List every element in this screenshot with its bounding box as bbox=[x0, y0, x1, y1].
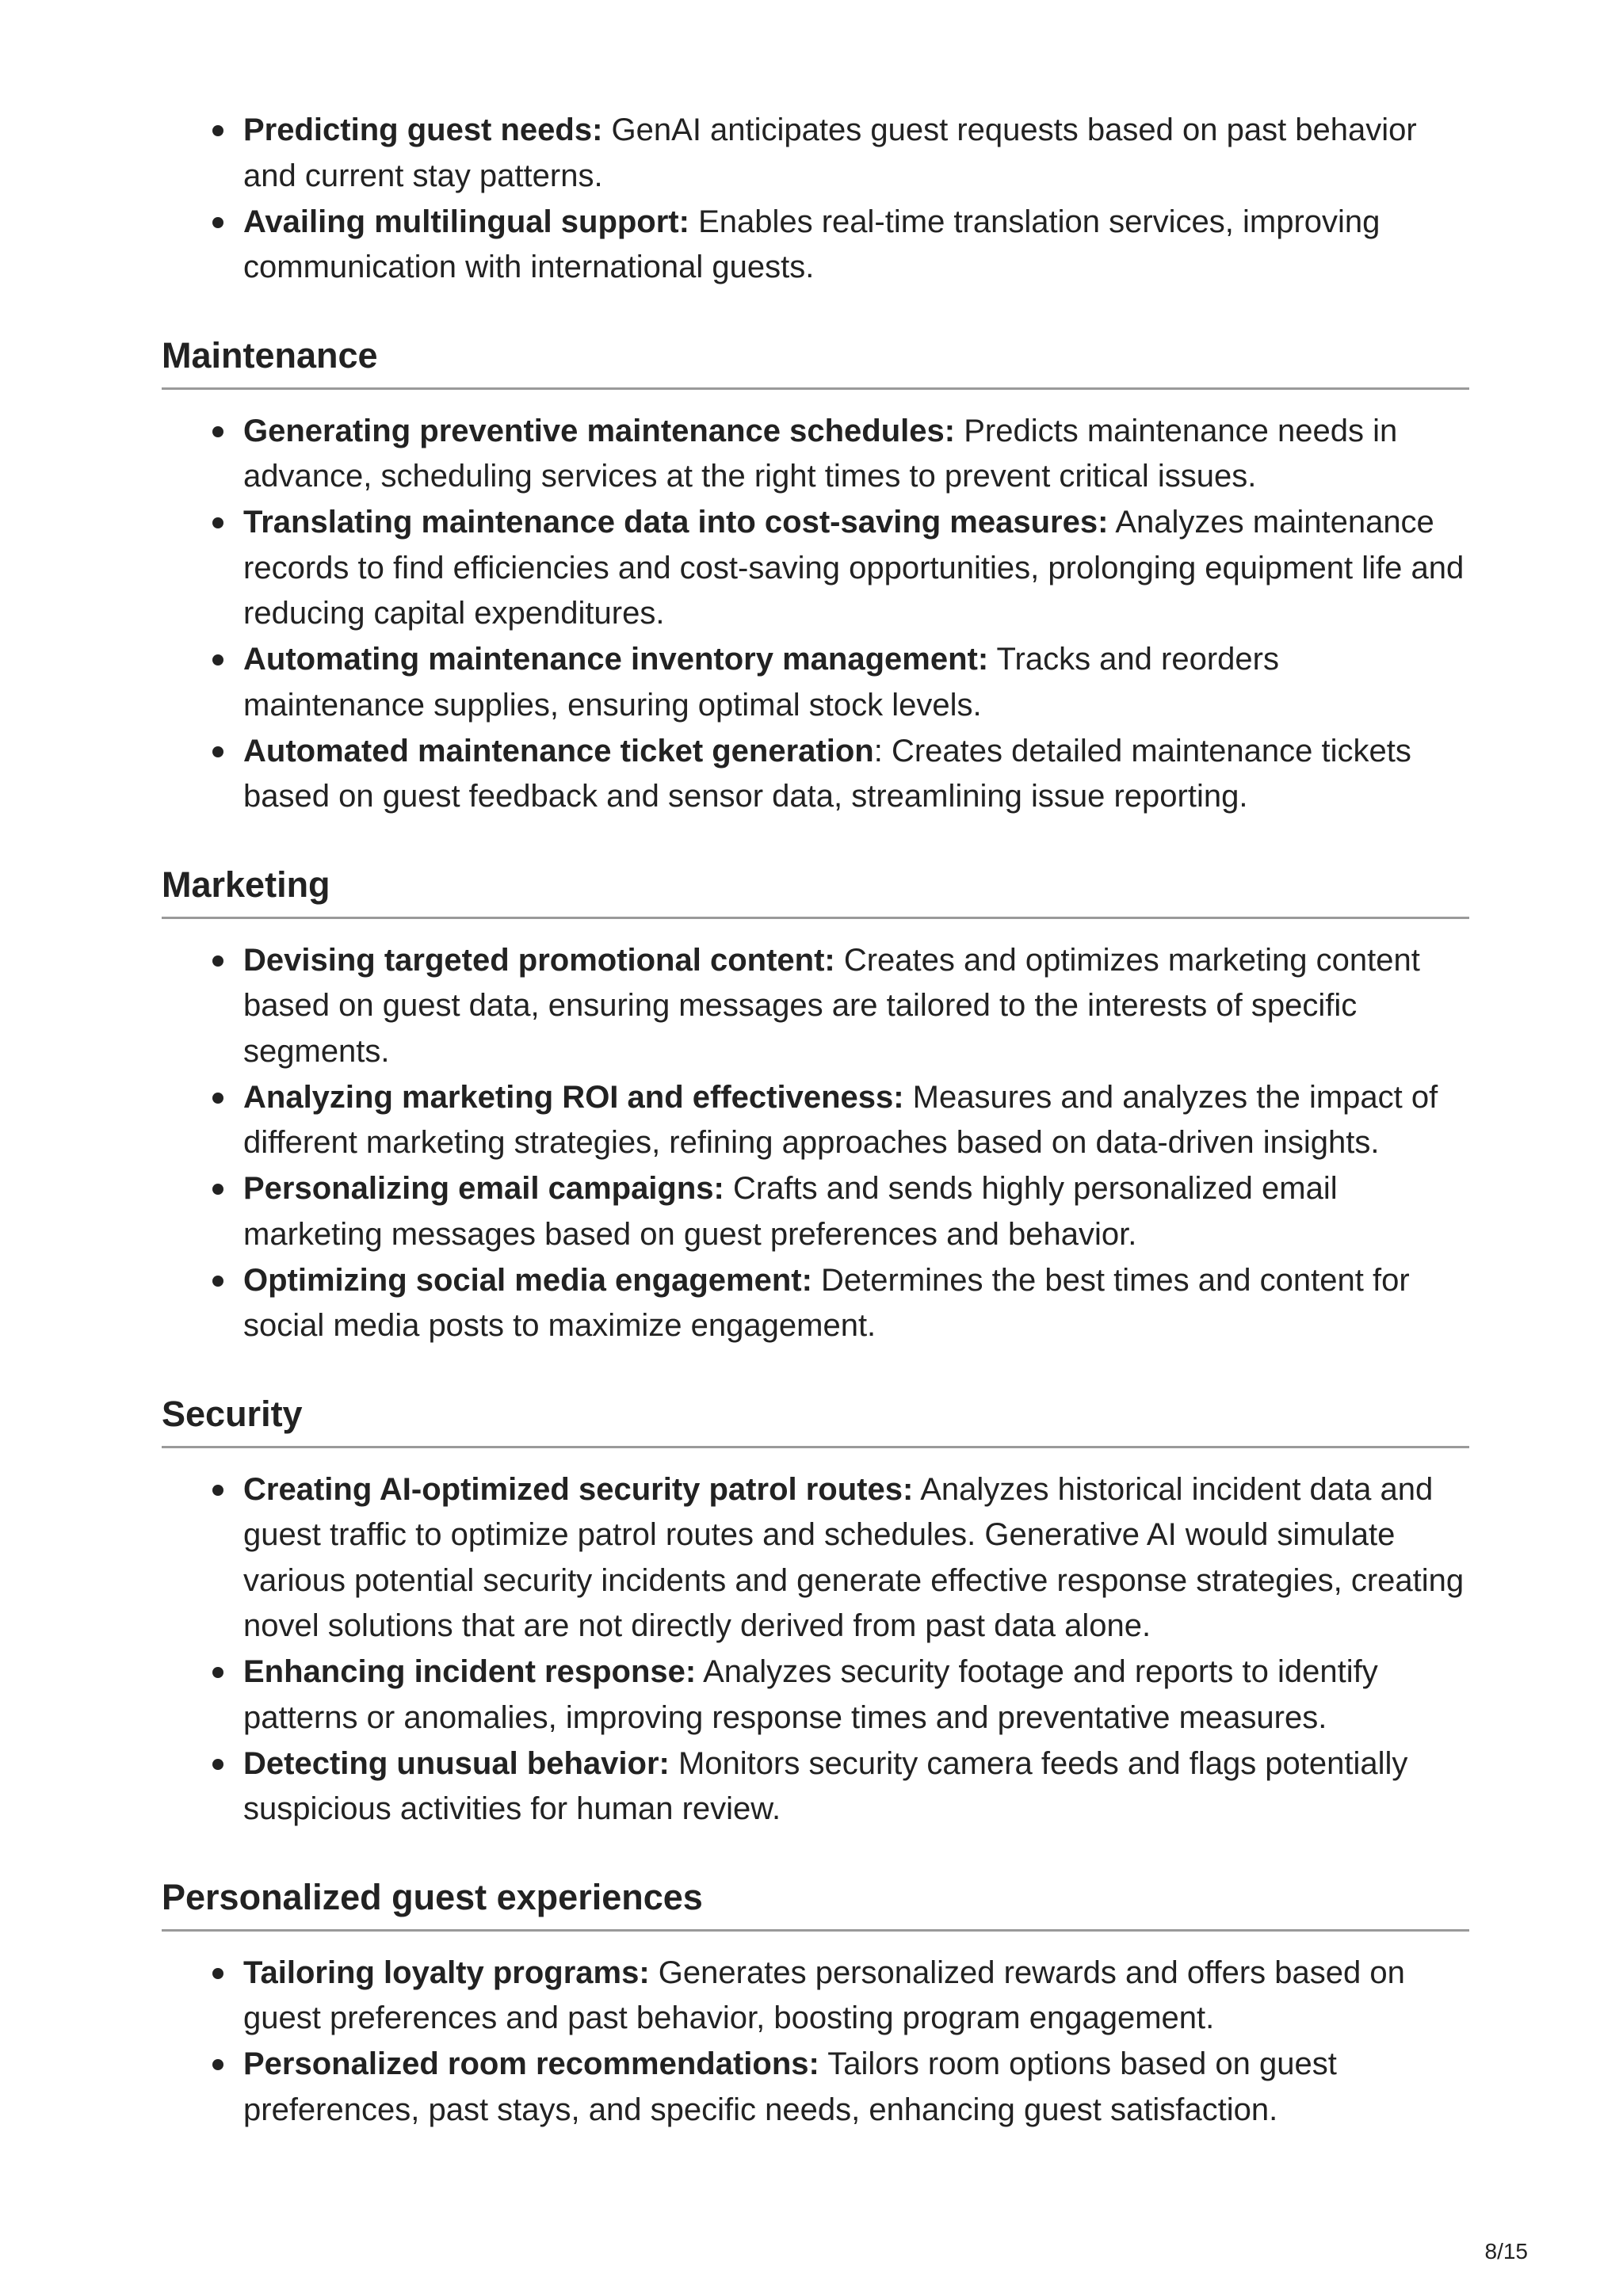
list-item bbox=[243, 500, 1469, 637]
list-item bbox=[243, 1951, 1469, 2042]
item-description: : Creates detailed maintenance tickets based on guest feedback and sensor data, streamlining issue reporting. bbox=[243, 733, 1411, 814]
intro-list bbox=[162, 108, 1469, 291]
item-description: Generates personalized rewards and offers based on guest preferences and past behavior, boosting program engagement. bbox=[243, 1955, 1405, 2035]
item-term: Automated maintenance ticket generation bbox=[243, 733, 874, 769]
item-description: Analyzes maintenance records to find efficiencies and cost-saving opportunities, prolonging equipment life and reducing capital expenditures. bbox=[243, 505, 1465, 631]
item-term: Personalized room recommendations: bbox=[243, 2046, 819, 2081]
document-page bbox=[162, 108, 1469, 2134]
section-list bbox=[162, 938, 1469, 1349]
item-description: Analyzes historical incident data and guest traffic to optimize patrol routes and schedules. Generative AI would simulate various potential security incidents and generate effective response strategies, creating novel solutions that are not directly derived from past data alone. bbox=[243, 1471, 1465, 1643]
item-description: Tailors room options based on guest preferences, past stays, and specific needs, enhancing guest satisfaction. bbox=[243, 2046, 1337, 2127]
item-term: Translating maintenance data into cost-saving measures: bbox=[243, 505, 1109, 540]
list-item bbox=[243, 2042, 1469, 2133]
list-item bbox=[243, 1258, 1469, 1349]
item-term: Enhancing incident response: bbox=[243, 1654, 697, 1689]
item-term: Analyzing marketing ROI and effectiveness: bbox=[243, 1079, 904, 1115]
item-term: Automating maintenance inventory management: bbox=[243, 642, 989, 677]
item-description: Determines the best times and content for social media posts to maximize engagement. bbox=[243, 1262, 1410, 1343]
section-list bbox=[162, 1951, 1469, 2134]
item-description: Crafts and sends highly personalized email marketing messages based on guest preferences and behavior. bbox=[243, 1171, 1338, 1252]
section-list bbox=[162, 1467, 1469, 1833]
item-term: Creating AI-optimized security patrol routes: bbox=[243, 1471, 914, 1507]
section-heading: Personalized guest experiences bbox=[162, 1874, 1469, 1932]
section-list bbox=[162, 409, 1469, 820]
item-description: Creates and optimizes marketing content based on guest data, ensuring messages are tailored to the interests of specific segments. bbox=[243, 942, 1420, 1069]
section-heading: Marketing bbox=[162, 861, 1469, 919]
item-description: Predicts maintenance needs in advance, scheduling services at the right times to prevent critical issues. bbox=[243, 413, 1398, 494]
list-item bbox=[243, 938, 1469, 1075]
item-description: Enables real-time translation services, improving communication with international guests. bbox=[243, 204, 1381, 284]
page-number: 8/15 bbox=[1484, 2239, 1528, 2264]
section-personalized-guest-experiences bbox=[162, 1874, 1469, 2134]
list-item bbox=[243, 409, 1469, 500]
list-item bbox=[243, 637, 1469, 728]
item-term: Generating preventive maintenance schedules: bbox=[243, 413, 956, 448]
section-security bbox=[162, 1390, 1469, 1833]
item-term: Optimizing social media engagement: bbox=[243, 1262, 812, 1298]
item-description: Monitors security camera feeds and flags potentially suspicious activities for human review. bbox=[243, 1745, 1408, 1826]
list-item bbox=[243, 200, 1469, 291]
list-item bbox=[243, 1166, 1469, 1257]
item-term: Personalizing email campaigns: bbox=[243, 1171, 724, 1206]
item-term: Tailoring loyalty programs: bbox=[243, 1955, 650, 1990]
section-heading: Security bbox=[162, 1390, 1469, 1448]
list-item bbox=[243, 1741, 1469, 1833]
item-term: Devising targeted promotional content: bbox=[243, 942, 835, 978]
section-heading: Maintenance bbox=[162, 332, 1469, 390]
list-item bbox=[243, 1075, 1469, 1166]
list-item bbox=[243, 729, 1469, 820]
list-item bbox=[243, 108, 1469, 199]
section-maintenance bbox=[162, 332, 1469, 820]
item-term: Detecting unusual behavior: bbox=[243, 1745, 670, 1781]
item-description: Measures and analyzes the impact of different marketing strategies, refining approaches based on data-driven insights. bbox=[243, 1079, 1438, 1160]
item-term: Availing multilingual support: bbox=[243, 204, 689, 239]
list-item bbox=[243, 1650, 1469, 1741]
item-description: GenAI anticipates guest requests based on past behavior and current stay patterns. bbox=[243, 113, 1417, 193]
list-item bbox=[243, 1467, 1469, 1650]
item-description: Analyzes security footage and reports to identify patterns or anomalies, improving response times and preventative measures. bbox=[243, 1654, 1378, 1735]
section-marketing bbox=[162, 861, 1469, 1349]
item-term: Predicting guest needs: bbox=[243, 113, 603, 147]
item-description: Tracks and reorders maintenance supplies, ensuring optimal stock levels. bbox=[243, 642, 1279, 723]
